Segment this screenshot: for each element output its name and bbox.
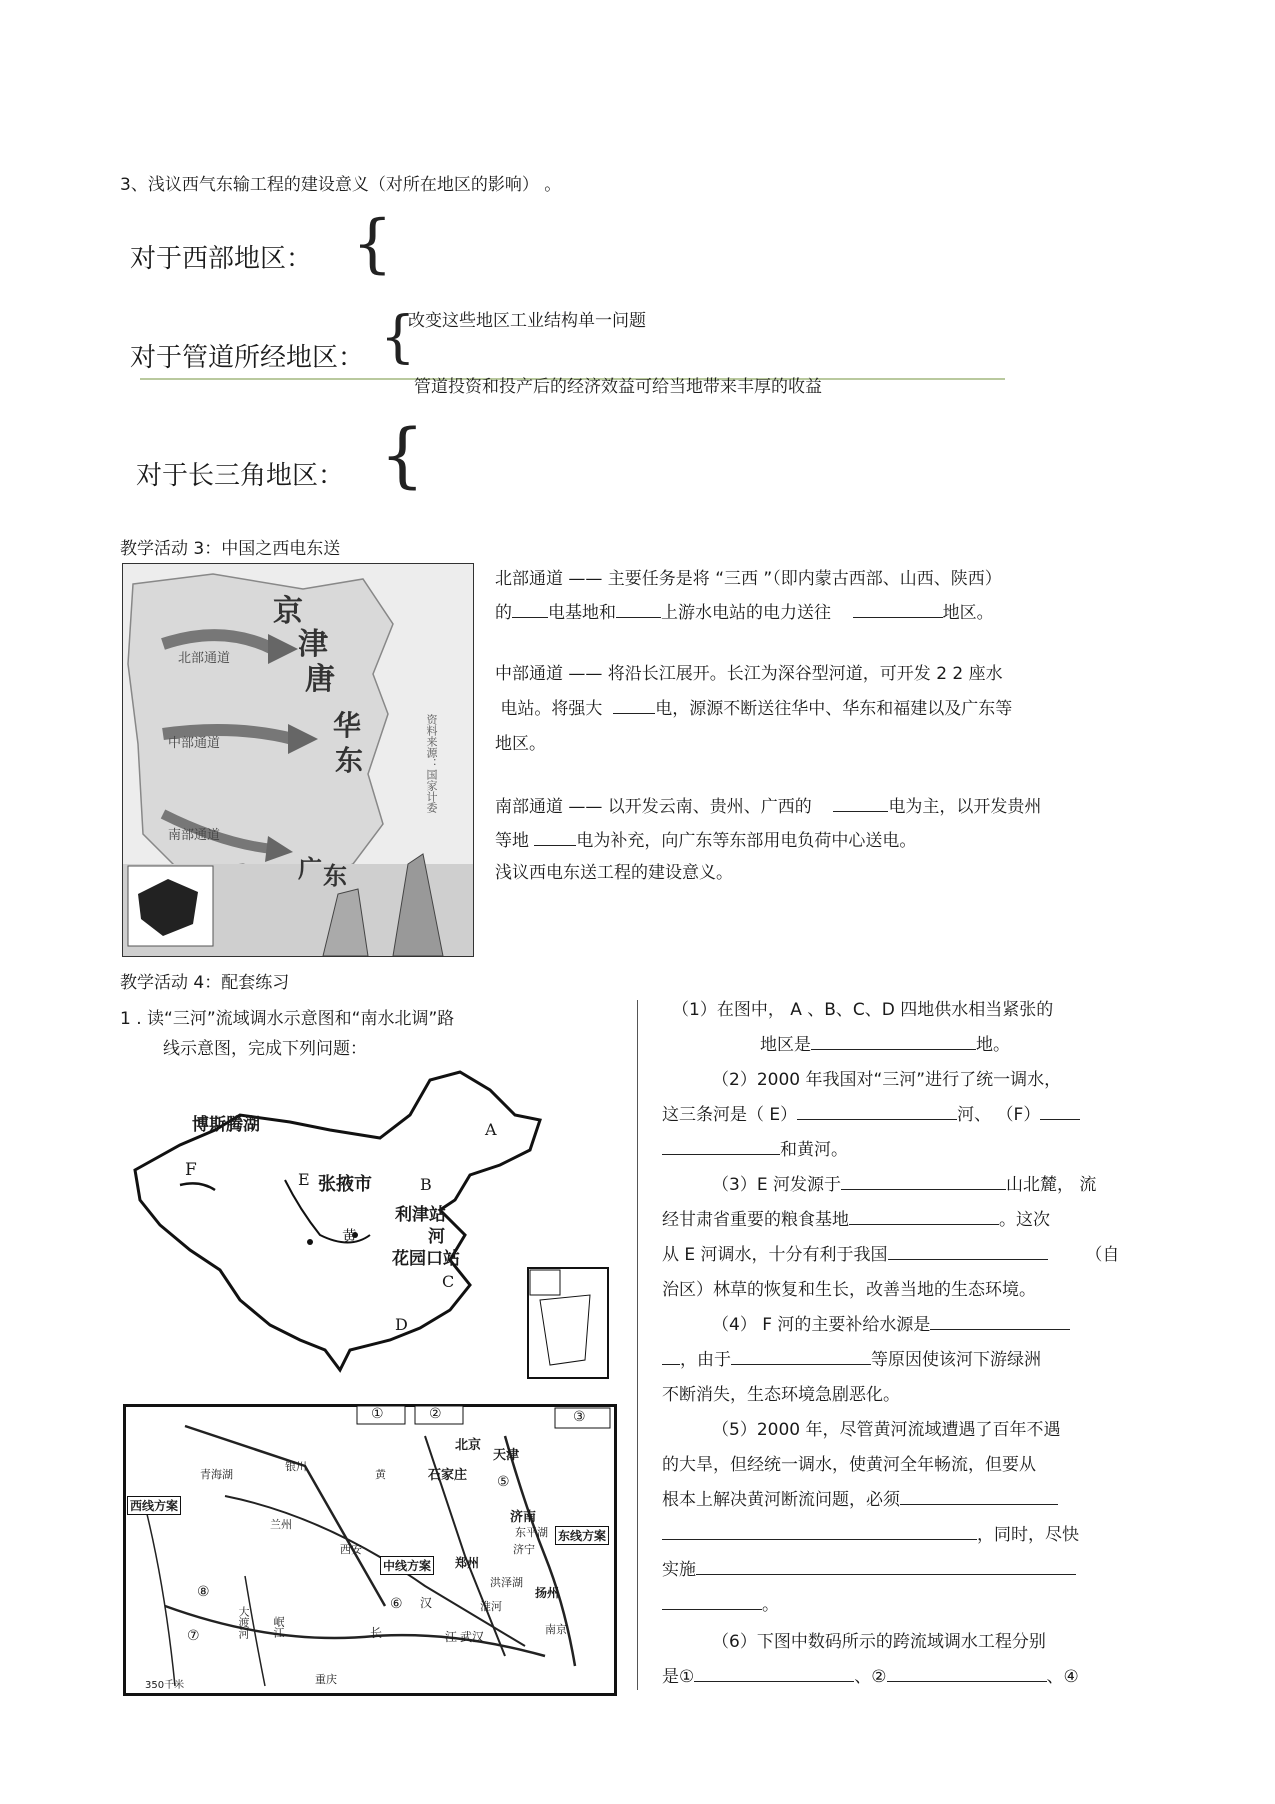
map-label-jing: 京 [273,594,303,629]
north-channel-line1: 北部通道 —— 主要任务是将 “三西 ”（即内蒙古西部、山西、陕西） [495,569,1002,589]
q-part6-line2: 是① 、② 、④ [662,1667,1079,1687]
q-part5-line6: 。 [662,1588,779,1623]
label-dongping-lake: 东平湖 [515,1526,548,1539]
question-3: 3、浅议西气东输工程的建设意义（对所在地区的影响） 。 [120,175,562,195]
label-F: F [185,1160,197,1180]
blank-p3-1[interactable] [841,1173,1006,1190]
brace-pipeline: { [380,305,416,370]
map-label-guang: 广 [298,855,322,883]
marker-2: ② [429,1406,442,1422]
map-label-hua: 华 [333,709,362,742]
west-east-meaning: 浅议西电东送工程的建设意义。 [495,863,733,883]
map-label-south-channel: 南部通道 [168,828,221,843]
q-part3-line1: （3）E 河发源于 山北麓， 流 [712,1175,1097,1195]
label-nanjing: 南京 [545,1623,567,1636]
q1-line1: 1 . 读“三河”流域调水示意图和“南水北调”路 [120,1009,455,1029]
blank-p6-2[interactable] [887,1665,1047,1682]
three-rivers-outline [120,1060,620,1380]
activity-3-title: 教学活动 3：中国之西电东送 [120,539,341,559]
marker-5: ⑤ [497,1474,510,1490]
label-he: 河 [428,1227,445,1247]
label-B: B [420,1175,432,1194]
south-channel-line1: 南部通道 —— 以开发云南、贵州、广西的 电为主，以开发贵州 [495,797,1042,817]
label-chongqing: 重庆 [315,1673,337,1686]
blank-p2-3[interactable] [662,1138,780,1155]
q-part5-line4: ，同时，尽快 [662,1518,1079,1553]
brace-yangtze: { [380,414,425,496]
label-lijin: 利津站 [395,1205,446,1225]
blank-central-1[interactable] [613,697,655,714]
q-part4-line1: （4） F 河的主要补给水源是 [712,1308,1070,1343]
q-part2-line3: 和黄河。 [662,1133,848,1168]
map-label-tang: 唐 [305,662,335,697]
q-part5-line2: 的大旱，但经统一调水，使黄河全年畅流，但要从 [662,1455,1036,1475]
label-bosten-lake: 博斯腾湖 [192,1115,260,1135]
map-label-dong: 东 [335,744,364,777]
map-label-dong2: 东 [323,862,347,890]
blank-p3-3[interactable] [888,1243,1048,1260]
west-label: 对于西部地区： [130,244,313,274]
q-part4-line3: 不断消失，生态环境急剧恶化。 [662,1385,900,1405]
label-E: E [298,1170,310,1189]
blank-p1-1[interactable] [811,1033,976,1050]
q-part2-line2: 这三条河是（ E） 河、 （F） [662,1098,1080,1133]
label-zhengzhou: 郑州 [455,1556,480,1570]
blank-p4-3[interactable] [731,1348,871,1365]
column-divider [637,1000,638,1690]
blank-north-2[interactable] [616,601,661,618]
blank-p5-4[interactable] [662,1593,762,1610]
label-han: 汉 [420,1596,433,1610]
marker-1: ① [371,1406,384,1422]
scale-bar: 350千米 [145,1680,185,1691]
south-north-water-map [123,1404,617,1696]
west-east-power-map [122,563,474,957]
blank-north-1[interactable] [512,601,548,618]
label-tianjin: 天津 [493,1448,520,1463]
label-huang-river: 黄 [375,1468,386,1481]
label-yangzhou: 扬州 [535,1586,560,1600]
activity-4-title: 教学活动 4：配套练习 [120,973,290,993]
label-C: C [442,1272,455,1291]
label-D: D [395,1315,408,1334]
blank-p2-1[interactable] [797,1103,957,1120]
label-wuhan: 武汉 [460,1630,485,1644]
label-jining: 济宁 [513,1543,535,1556]
blank-p4-1[interactable] [930,1313,1070,1330]
label-jiang: 江 [445,1630,458,1644]
map-source: 资料来源：国家计委 [425,714,438,813]
label-huang: 黄 [342,1227,358,1245]
three-rivers-map [120,1060,620,1380]
water-transfer-lines [125,1406,615,1694]
label-yinchuan: 银川 [285,1460,307,1473]
label-lanzhou: 兰州 [270,1518,292,1531]
north-channel-line2: 的 电基地和 上游水电站的电力送往 地区。 [495,603,994,623]
label-A: A [485,1120,497,1139]
label-xian: 西安 [340,1543,362,1556]
label-huai-river: 淮河 [480,1600,502,1613]
blank-north-3[interactable] [853,601,943,618]
map-label-north-channel: 北部通道 [178,651,231,666]
q-part3-line3: 从 E 河调水，十分有利于我国 （自 [662,1245,1120,1265]
marker-8: ⑧ [197,1584,210,1600]
label-zhangye: 张掖市 [318,1174,372,1195]
q-part1-line2: 地区是 地。 [760,1035,1010,1055]
marker-3: ③ [573,1409,586,1425]
brace-west: { [352,207,393,281]
central-channel-line1: 中部通道 —— 将沿长江展开。长江为深谷型河道，可开发 2 2 座水 [495,664,1003,684]
label-jinan: 济南 [510,1510,537,1525]
blank-p5-1[interactable] [900,1488,1058,1505]
q-part5-line3: 根本上解决黄河断流问题，必须 [662,1483,1058,1518]
label-beijing: 北京 [455,1438,482,1453]
south-channel-line2: 等地 电为补充，向广东等东部用电负荷中心送电。 [495,831,917,851]
label-qinghai-lake: 青海湖 [200,1468,233,1481]
q-part4-line2: ，由于 等原因使该河下游绿洲 [662,1343,1041,1378]
central-channel-line3: 地区。 [495,734,546,754]
q-part1-line1: （1）在图中， A 、B、C、D 四地供水相当紧张的 [672,1000,1054,1020]
q1-line2: 线示意图，完成下列问题： [163,1039,367,1059]
label-huayuankou: 花园口站 [392,1249,460,1269]
central-channel-line2: 电站。将强大 电，源源不断送往华中、华东和福建以及广东等 [500,699,1013,719]
pipeline-label: 对于管道所经地区： [130,343,365,373]
label-shijiazhuang: 石家庄 [428,1468,468,1483]
marker-7: ⑦ [187,1628,200,1644]
q-part5-line5: 实施 [662,1553,1076,1588]
yangtze-label: 对于长三角地区： [136,461,345,491]
blank-p6-1[interactable] [694,1665,854,1682]
blank-p3-2[interactable] [849,1208,999,1225]
label-hongze-lake: 洪泽湖 [490,1576,523,1589]
label-west-route: 西线方案 [127,1496,181,1515]
blank-p2-2[interactable] [1040,1103,1080,1120]
pipeline-point-2: 管道投资和投产后的经济效益可给当地带来丰厚的收益 [414,377,822,397]
blank-south-2[interactable] [534,829,576,846]
marker-6: ⑥ [390,1596,403,1612]
pipeline-point-1: 改变这些地区工业结构单一问题 [408,311,646,331]
label-chang: 长 [370,1626,383,1640]
label-middle-route: 中线方案 [380,1556,434,1575]
q-part5-line1: （5）2000 年，尽管黄河流域遭遇了百年不遇 [712,1420,1061,1440]
label-dadu-river: 大渡河 [237,1606,250,1639]
blank-p5-2[interactable] [662,1523,977,1540]
label-min-river: 岷江 [272,1616,285,1638]
map-label-central-channel: 中部通道 [168,736,221,751]
label-east-route: 东线方案 [555,1526,609,1545]
map-label-jin: 津 [298,627,328,662]
q-part3-line4: 治区）林草的恢复和生长，改善当地的生态环境。 [662,1280,1036,1300]
q-part2-line1: （2）2000 年我国对“三河”进行了统一调水， [712,1070,1062,1090]
blank-p5-3[interactable] [696,1558,1076,1575]
blank-p4-2[interactable] [662,1348,680,1365]
q-part3-line2: 经甘肃省重要的粮食基地 。这次 [662,1210,1050,1230]
blank-south-1[interactable] [833,795,888,812]
q-part6-line1: （6）下图中数码所示的跨流域调水工程分别 [712,1632,1046,1652]
